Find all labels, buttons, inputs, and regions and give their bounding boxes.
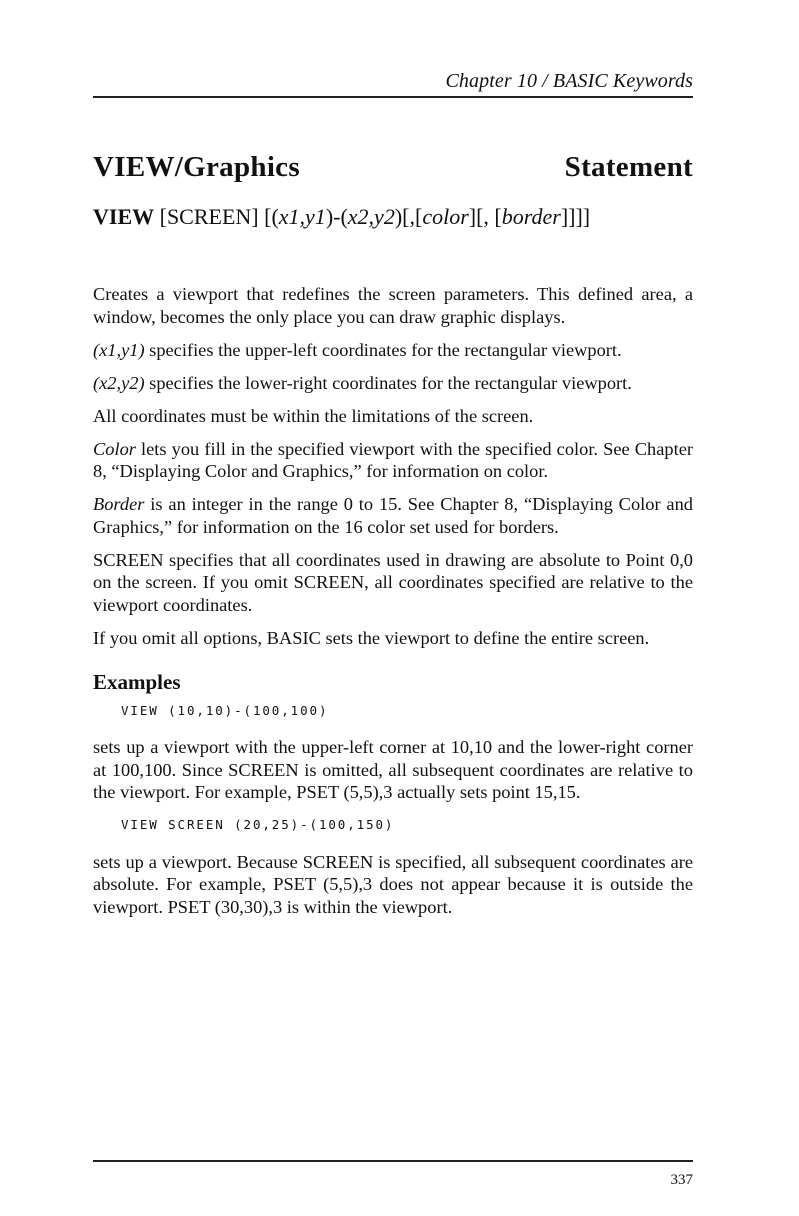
code-example-2: VIEW SCREEN (20,25)-(100,150) <box>121 817 395 832</box>
arg-border: Border <box>93 494 145 514</box>
example-1-description: sets up a viewport with the upper-left corner at 10,10 and the lower-right corner at 100,100. Since SCREEN is omitted, all subsequent coordinates are relative to the viewport. For example, PSET (5,5),3 actually sets point 15,15. <box>93 737 693 802</box>
running-header: Chapter 10 / BASIC Keywords <box>445 70 693 92</box>
header-rule <box>93 96 693 98</box>
paragraph-text: specifies the upper-left coordinates for the rectangular viewport. <box>144 339 622 360</box>
keyword-type: Statement <box>564 151 693 183</box>
syntax-arg-border: border <box>501 204 561 229</box>
arg-x2y2: (x2,y2) <box>93 372 145 393</box>
syntax-keyword: VIEW <box>93 204 155 229</box>
paragraph-x1y1 <box>93 339 693 362</box>
manual-page <box>93 0 693 1216</box>
examples-heading: Examples <box>93 670 181 694</box>
paragraph-text: lets you fill in the specified viewport with the specified color. See Chapter 8, “Displaying Color and Graphics,” for information on color. <box>93 438 693 481</box>
footer-rule <box>93 1160 693 1162</box>
syntax-part: ][, [ <box>468 204 502 229</box>
page-number: 337 <box>670 1172 693 1188</box>
paragraph-description: Creates a viewport that redefines the screen parameters. This defined area, a window, becomes the only place you can draw graphic displays. <box>93 284 693 327</box>
syntax-part: )-( <box>325 204 348 229</box>
syntax-arg-x1y1: x1,y1 <box>278 204 326 229</box>
keyword-title: VIEW/Graphics <box>93 151 300 183</box>
code-example-1: VIEW (10,10)-(100,100) <box>121 702 329 718</box>
example-2-description: sets up a viewport. Because SCREEN is specified, all subsequent coordinates are absolute. For example, PSET (5,5),3 does not appear because it is outside the viewport. PSET (30,30),3 is within the viewport. <box>93 851 693 917</box>
paragraph-screen: SCREEN specifies that all coordinates used in drawing are absolute to Point 0,0 on the screen. If you omit SCREEN, all coordinates specified are relative to the viewport coordinates. <box>93 549 693 615</box>
paragraph-text: specifies the lower-right coordinates for the rectangular viewport. <box>144 372 632 393</box>
paragraph-border <box>93 493 693 538</box>
paragraph-limits: All coordinates must be within the limitations of the screen. <box>93 405 534 426</box>
paragraph-omit-options: If you omit all options, BASIC sets the viewport to define the entire screen. <box>93 627 650 648</box>
syntax-arg-color: color <box>422 204 469 229</box>
arg-x1y1: (x1,y1) <box>93 339 145 360</box>
syntax-part: ]]]] <box>560 204 591 229</box>
syntax-arg-x2y2: x2,y2 <box>347 204 395 229</box>
arg-color: Color <box>93 438 136 459</box>
syntax-part: [SCREEN] [( <box>154 204 279 229</box>
paragraph-x2y2 <box>93 372 693 395</box>
syntax-line <box>93 204 693 230</box>
syntax-part: )[,[ <box>394 204 423 229</box>
paragraph-color <box>93 438 693 483</box>
body-text <box>93 283 693 929</box>
paragraph-text: is an integer in the range 0 to 15. See Chapter 8, “Displaying Color and Graphics,” for information on the 16 color set used for borders. <box>93 494 693 537</box>
title-row <box>93 151 693 184</box>
